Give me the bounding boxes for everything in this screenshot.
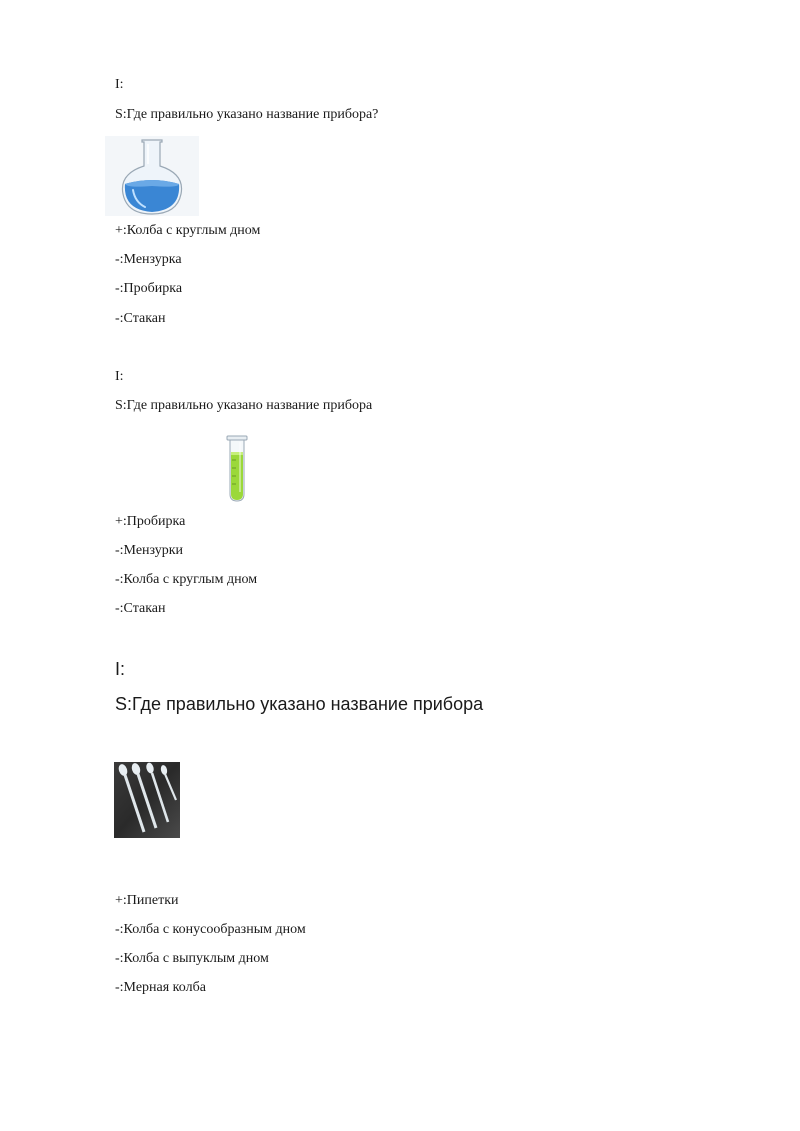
pipettes-icon <box>114 762 180 838</box>
question-1-answer-4: -:Стакан <box>115 311 166 326</box>
question-3-answer-1: +:Пипетки <box>115 893 179 908</box>
question-1-answer-1: +:Колба с круглым дном <box>115 223 261 238</box>
question-1-text: S:Где правильно указано название прибора? <box>115 107 379 122</box>
question-1-answer-2: -:Мензурка <box>115 252 182 267</box>
question-2-text: S:Где правильно указано название прибора <box>115 398 373 413</box>
question-3-answer-3: -:Колба с выпуклым дном <box>115 951 269 966</box>
question-3-answer-4: -:Мерная колба <box>115 980 206 995</box>
question-1-answer-3: -:Пробирка <box>115 281 183 296</box>
question-2-answer-2: -:Мензурки <box>115 543 184 558</box>
round-bottom-flask-icon <box>105 136 199 216</box>
question-2-answer-4: -:Стакан <box>115 601 166 616</box>
question-3-text: S:Где правильно указано название прибора <box>115 694 484 714</box>
question-1-marker: I: <box>115 77 124 92</box>
question-3-marker: I: <box>115 659 126 679</box>
question-2-marker: I: <box>115 369 124 384</box>
question-2-answer-1: +:Пробирка <box>115 514 186 529</box>
question-2-answer-3: -:Колба с круглым дном <box>115 572 258 587</box>
test-tube-icon <box>222 434 252 504</box>
question-3-answer-2: -:Колба с конусообразным дном <box>115 922 306 937</box>
